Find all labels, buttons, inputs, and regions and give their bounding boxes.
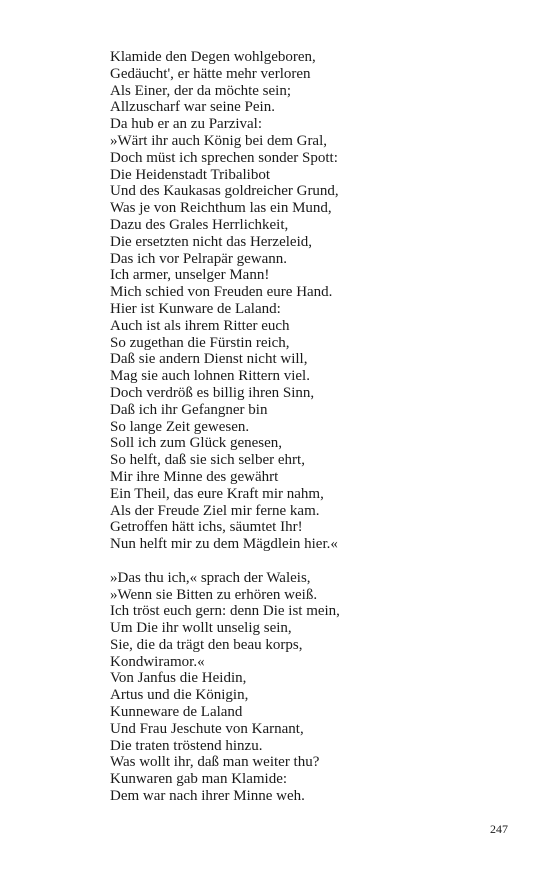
verse-line: Die Heidenstadt Tribalibot (110, 166, 270, 183)
verse-line: Klamide den Degen wohlgeboren, (110, 49, 316, 65)
verse-line: Ein Theil, das eure Kraft mir nahm, (110, 485, 324, 502)
verse-line: Als der Freude Ziel mir ferne kam. (110, 502, 320, 519)
verse-line: So helft, daß sie sich selber ehrt, (110, 452, 305, 469)
verse-line: »Wenn sie Bitten zu erhören weiß. (110, 586, 318, 603)
verse-line: Und Frau Jeschute von Karnant, (110, 720, 304, 737)
verse-line: Doch verdröß es billig ihren Sinn, (110, 384, 315, 401)
verse-line: Daß ich ihr Gefangner bin (110, 401, 268, 418)
verse-line: Kunneware de Laland (110, 704, 243, 721)
verse-line: So zugethan die Fürstin reich, (110, 334, 290, 351)
verse-line: Das ich vor Pelrapär gewann. (110, 250, 288, 267)
verse-line: So lange Zeit gewesen. (110, 418, 250, 435)
verse-line: Gedäucht', er hätte mehr verloren (110, 65, 311, 82)
verse-line: Kunwaren gab man Klamide: (110, 771, 288, 788)
verse-line: Ich armer, unselger Mann! (110, 267, 270, 284)
verse-line: Um Die ihr wollt unselig sein, (110, 620, 292, 637)
verse-line: Die traten tröstend hinzu. (110, 737, 263, 754)
verse-line: Hier ist Kunware de Laland: (110, 300, 281, 317)
verse-line: Auch ist als ihrem Ritter euch (110, 317, 290, 334)
stanza (110, 570, 510, 805)
poem-text (110, 49, 510, 805)
verse-line: Da hub er an zu Parzival: (110, 116, 263, 133)
verse-line: Mich schied von Freuden eure Hand. (110, 284, 333, 301)
verse-line: Artus und die Königin, (110, 687, 249, 704)
verse-line: Allzuscharf war seine Pein. (110, 99, 275, 116)
verse-line: Sie, die da trägt den beau korps, (110, 636, 303, 653)
verse-line: Was wollt ihr, daß man weiter thu? (110, 754, 320, 771)
verse-line: »Wärt ihr auch König bei dem Gral, (110, 132, 328, 149)
verse-line: Doch müst ich sprechen sonder Spott: (110, 149, 338, 166)
stanza (110, 49, 510, 553)
verse-line: Ich tröst euch gern: denn Die ist mein, (110, 603, 340, 620)
verse-line: Was je von Reichthum las ein Mund, (110, 200, 332, 217)
verse-line: Daß sie andern Dienst nicht will, (110, 351, 308, 368)
verse-line: Nun helft mir zu dem Mägdlein hier.« (110, 536, 338, 553)
verse-line: Von Janfus die Heidin, (110, 670, 247, 687)
page-number: 247 (490, 822, 508, 836)
verse-line: Dazu des Grales Herrlichkeit, (110, 216, 289, 233)
verse-line: Getroffen hätt ichs, säumtet Ihr! (110, 519, 303, 536)
verse-line: »Das thu ich,« sprach der Waleis, (110, 569, 311, 586)
verse-line: Die ersetzten nicht das Herzeleid, (110, 233, 312, 250)
verse-line: Mag sie auch lohnen Rittern viel. (110, 368, 310, 385)
verse-line: Mir ihre Minne des gewährt (110, 468, 279, 485)
verse-line: Als Einer, der da möchte sein; (110, 82, 292, 99)
verse-line: Kondwiramor.« (110, 653, 205, 670)
verse-line: Dem war nach ihrer Minne weh. (110, 788, 305, 805)
verse-line: Soll ich zum Glück genesen, (110, 435, 283, 452)
verse-line: Und des Kaukasas goldreicher Grund, (110, 183, 339, 200)
